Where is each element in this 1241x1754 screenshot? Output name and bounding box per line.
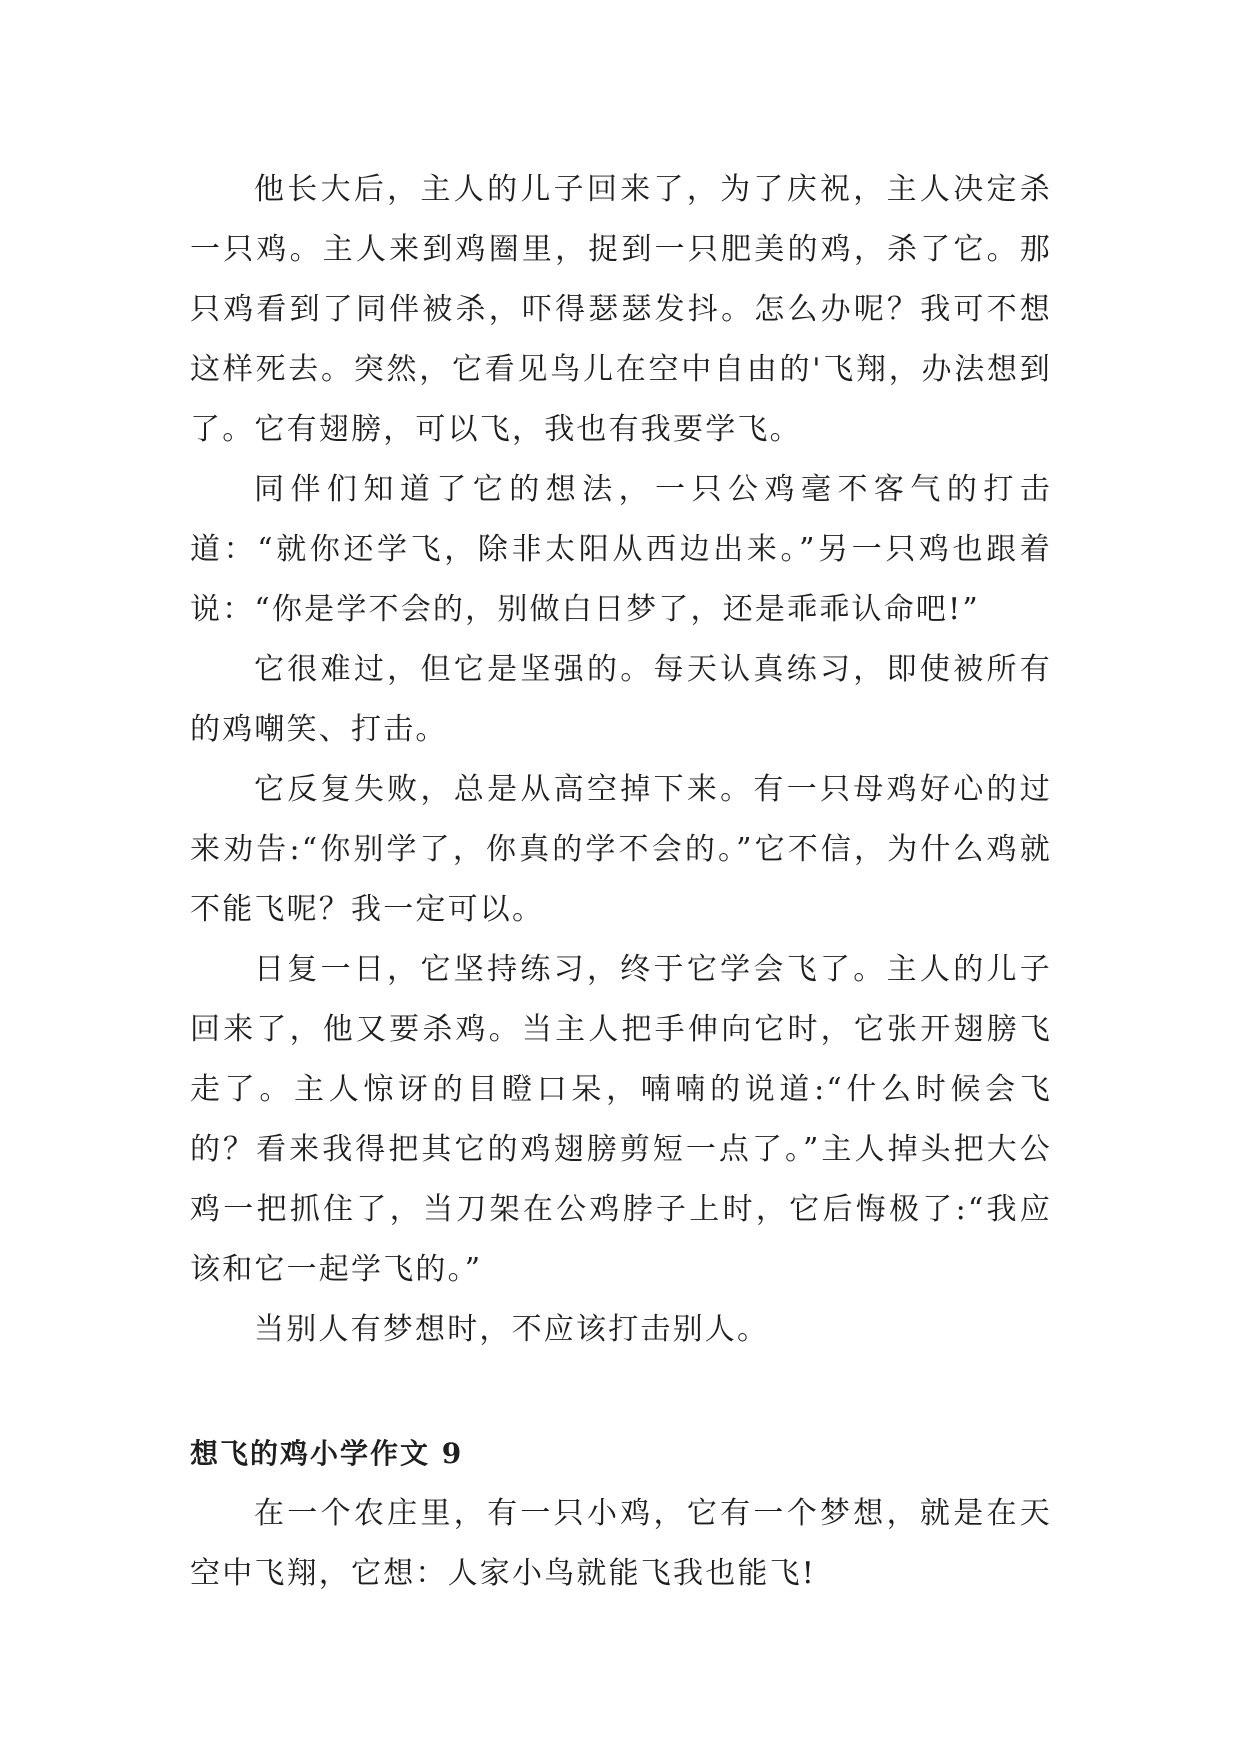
section-heading: 想飞的鸡小学作文 9 <box>190 1437 464 1470</box>
paragraph: 它很难过，但它是坚强的。每天认真练习，即使被所有的鸡嘲笑、打击。 <box>190 652 1052 747</box>
paragraph: 他长大后，主人的儿子回来了，为了庆祝，主人决定杀一只鸡。主人来到鸡圈里，捉到一只肥美的鸡，杀了它。那只鸡看到了同伴被杀，吓得瑟瑟发抖。怎么办呢？我可不想这样死去。突然，它看见鸟儿在空中自由的'飞翔，办法想到了。它有翅膀，可以飞，我也有我要学飞。 <box>190 172 1052 447</box>
document-page <box>190 160 1052 1604</box>
paragraph: 当别人有梦想时，不应该打击别人。 <box>254 1312 770 1347</box>
paragraph: 同伴们知道了它的想法，一只公鸡毫不客气的打击道：“就你还学飞，除非太阳从西边出来。”另一只鸡也跟着说：“你是学不会的，别做白日梦了，还是乖乖认命吧!” <box>190 472 1052 627</box>
paragraph: 它反复失败，总是从高空掉下来。有一只母鸡好心的过来劝告:“你别学了，你真的学不会的。”它不信，为什么鸡就不能飞呢？我一定可以。 <box>190 772 1052 927</box>
paragraph: 日复一日，它坚持练习，终于它学会飞了。主人的儿子回来了，他又要杀鸡。当主人把手伸向它时，它张开翅膀飞走了。主人惊讶的目瞪口呆，喃喃的说道:“什么时候会飞的？看来我得把其它的鸡翅膀剪短一点了。”主人掉头把大公鸡一把抓住了，当刀架在公鸡脖子上时，它后悔极了:“我应该和它一起学飞的。” <box>190 952 1052 1287</box>
paragraph: 在一个农庄里，有一只小鸡，它有一个梦想，就是在天空中飞翔，它想：人家小鸟就能飞我也能飞! <box>190 1496 1052 1591</box>
